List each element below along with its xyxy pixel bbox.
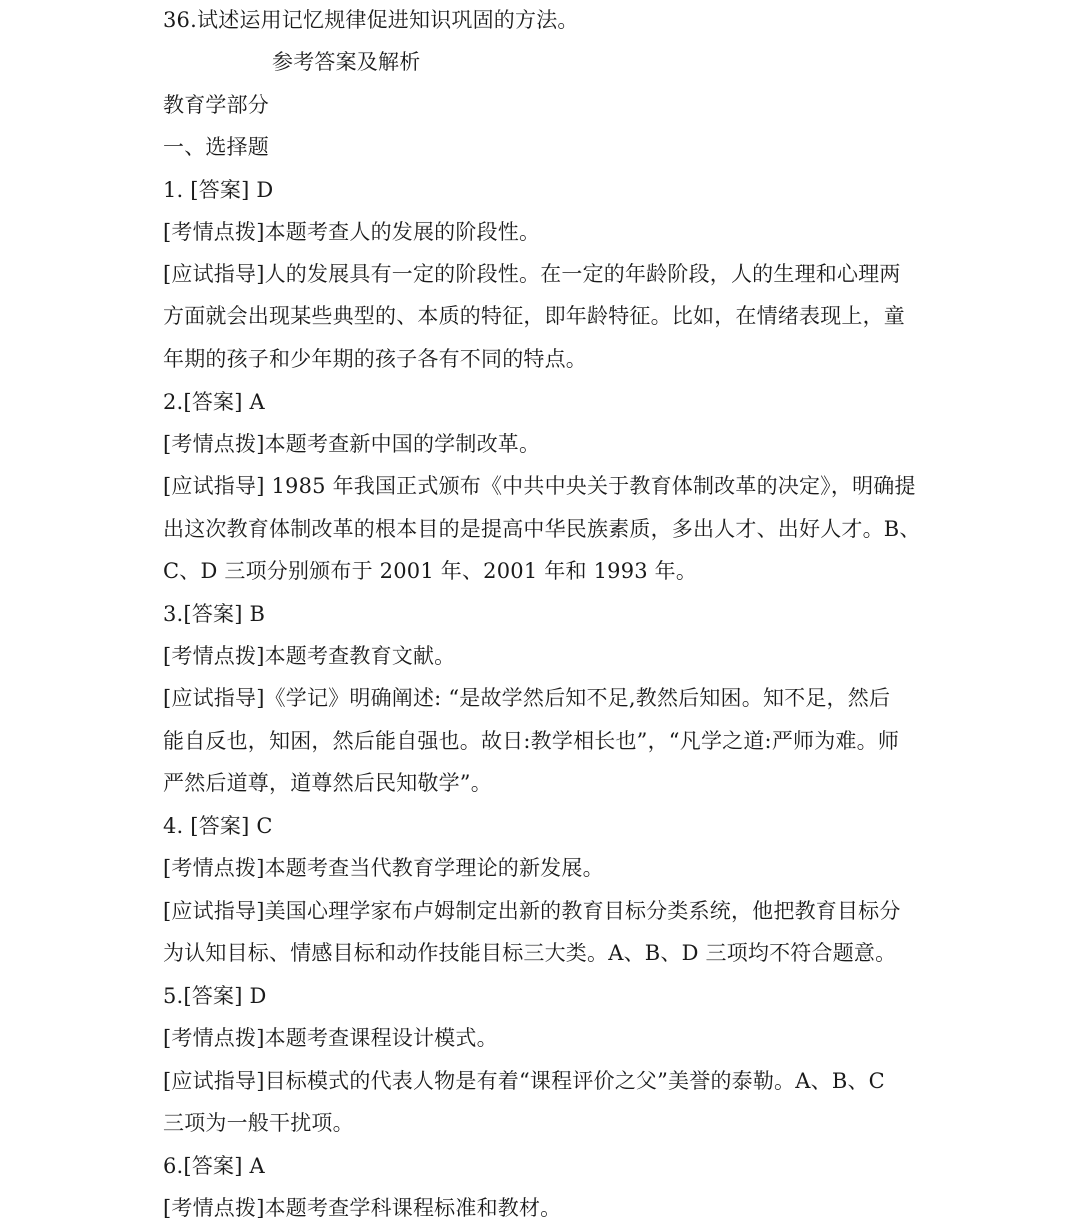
answer-heading: 参考答案及解析: [272, 50, 421, 74]
item-3-guide-line-3: 严然后道尊，道尊然后民知敬学”。: [163, 771, 492, 795]
item-5-answer: 5.[答案] D: [163, 984, 267, 1008]
item-3-point: [考情点拨]本题考查教育文献。: [163, 644, 456, 668]
item-1-answer: 1. [答案] D: [163, 178, 274, 202]
item-6-answer: 6.[答案] A: [163, 1154, 265, 1178]
item-4-guide-line-2: 为认知目标、情感目标和动作技能目标三大类。A、B、D 三项均不符合题意。: [163, 941, 897, 965]
item-1-guide-line-2: 方面就会出现某些典型的、本质的特征，即年龄特征。比如，在情绪表现上，童: [163, 304, 905, 328]
item-2-answer: 2.[答案] A: [163, 390, 265, 414]
item-3-guide-line-1: [应试指导]《学记》明确阐述: “是故学然后知不足,教然后知困。知不足，然后: [163, 686, 891, 710]
item-5-guide-line-2: 三项为一般干扰项。: [163, 1111, 354, 1135]
item-2-point: [考情点拨]本题考查新中国的学制改革。: [163, 432, 541, 456]
item-3-guide-line-2: 能自反也，知困，然后能自强也。故日:教学相长也”，“凡学之道:严师为难。师: [163, 729, 900, 753]
item-2-guide-line-1: [应试指导] 1985 年我国正式颁布《中共中央关于教育体制改革的决定》，明确提: [163, 474, 916, 498]
section-choice: 一、选择题: [163, 135, 269, 159]
question-36: 36.试述运用记忆规律促进知识巩固的方法。: [163, 8, 579, 32]
item-4-answer: 4. [答案] C: [163, 814, 273, 838]
item-3-answer: 3.[答案] B: [163, 602, 266, 626]
item-4-guide-line-1: [应试指导]美国心理学家布卢姆制定出新的教育目标分类系统，他把教育目标分: [163, 899, 901, 923]
item-6-point: [考情点拨]本题考查学科课程标准和教材。: [163, 1196, 562, 1220]
item-5-point: [考情点拨]本题考查课程设计模式。: [163, 1026, 498, 1050]
item-2-guide-line-2: 出这次教育体制改革的根本目的是提高中华民族素质，多出人才、出好人才。B、: [163, 517, 921, 541]
section-pedagogy: 教育学部分: [163, 93, 269, 117]
item-4-point: [考情点拨]本题考查当代教育学理论的新发展。: [163, 856, 604, 880]
item-1-guide-line-3: 年期的孩子和少年期的孩子各有不同的特点。: [163, 347, 587, 371]
item-1-point: [考情点拨]本题考查人的发展的阶段性。: [163, 220, 541, 244]
item-5-guide-line-1: [应试指导]目标模式的代表人物是有着“课程评价之父”美誉的泰勒。A、B、C: [163, 1069, 885, 1093]
item-1-guide-line-1: [应试指导]人的发展具有一定的阶段性。在一定的年龄阶段，人的生理和心理两: [163, 262, 901, 286]
item-2-guide-line-3: C、D 三项分别颁布于 2001 年、2001 年和 1993 年。: [163, 559, 698, 583]
